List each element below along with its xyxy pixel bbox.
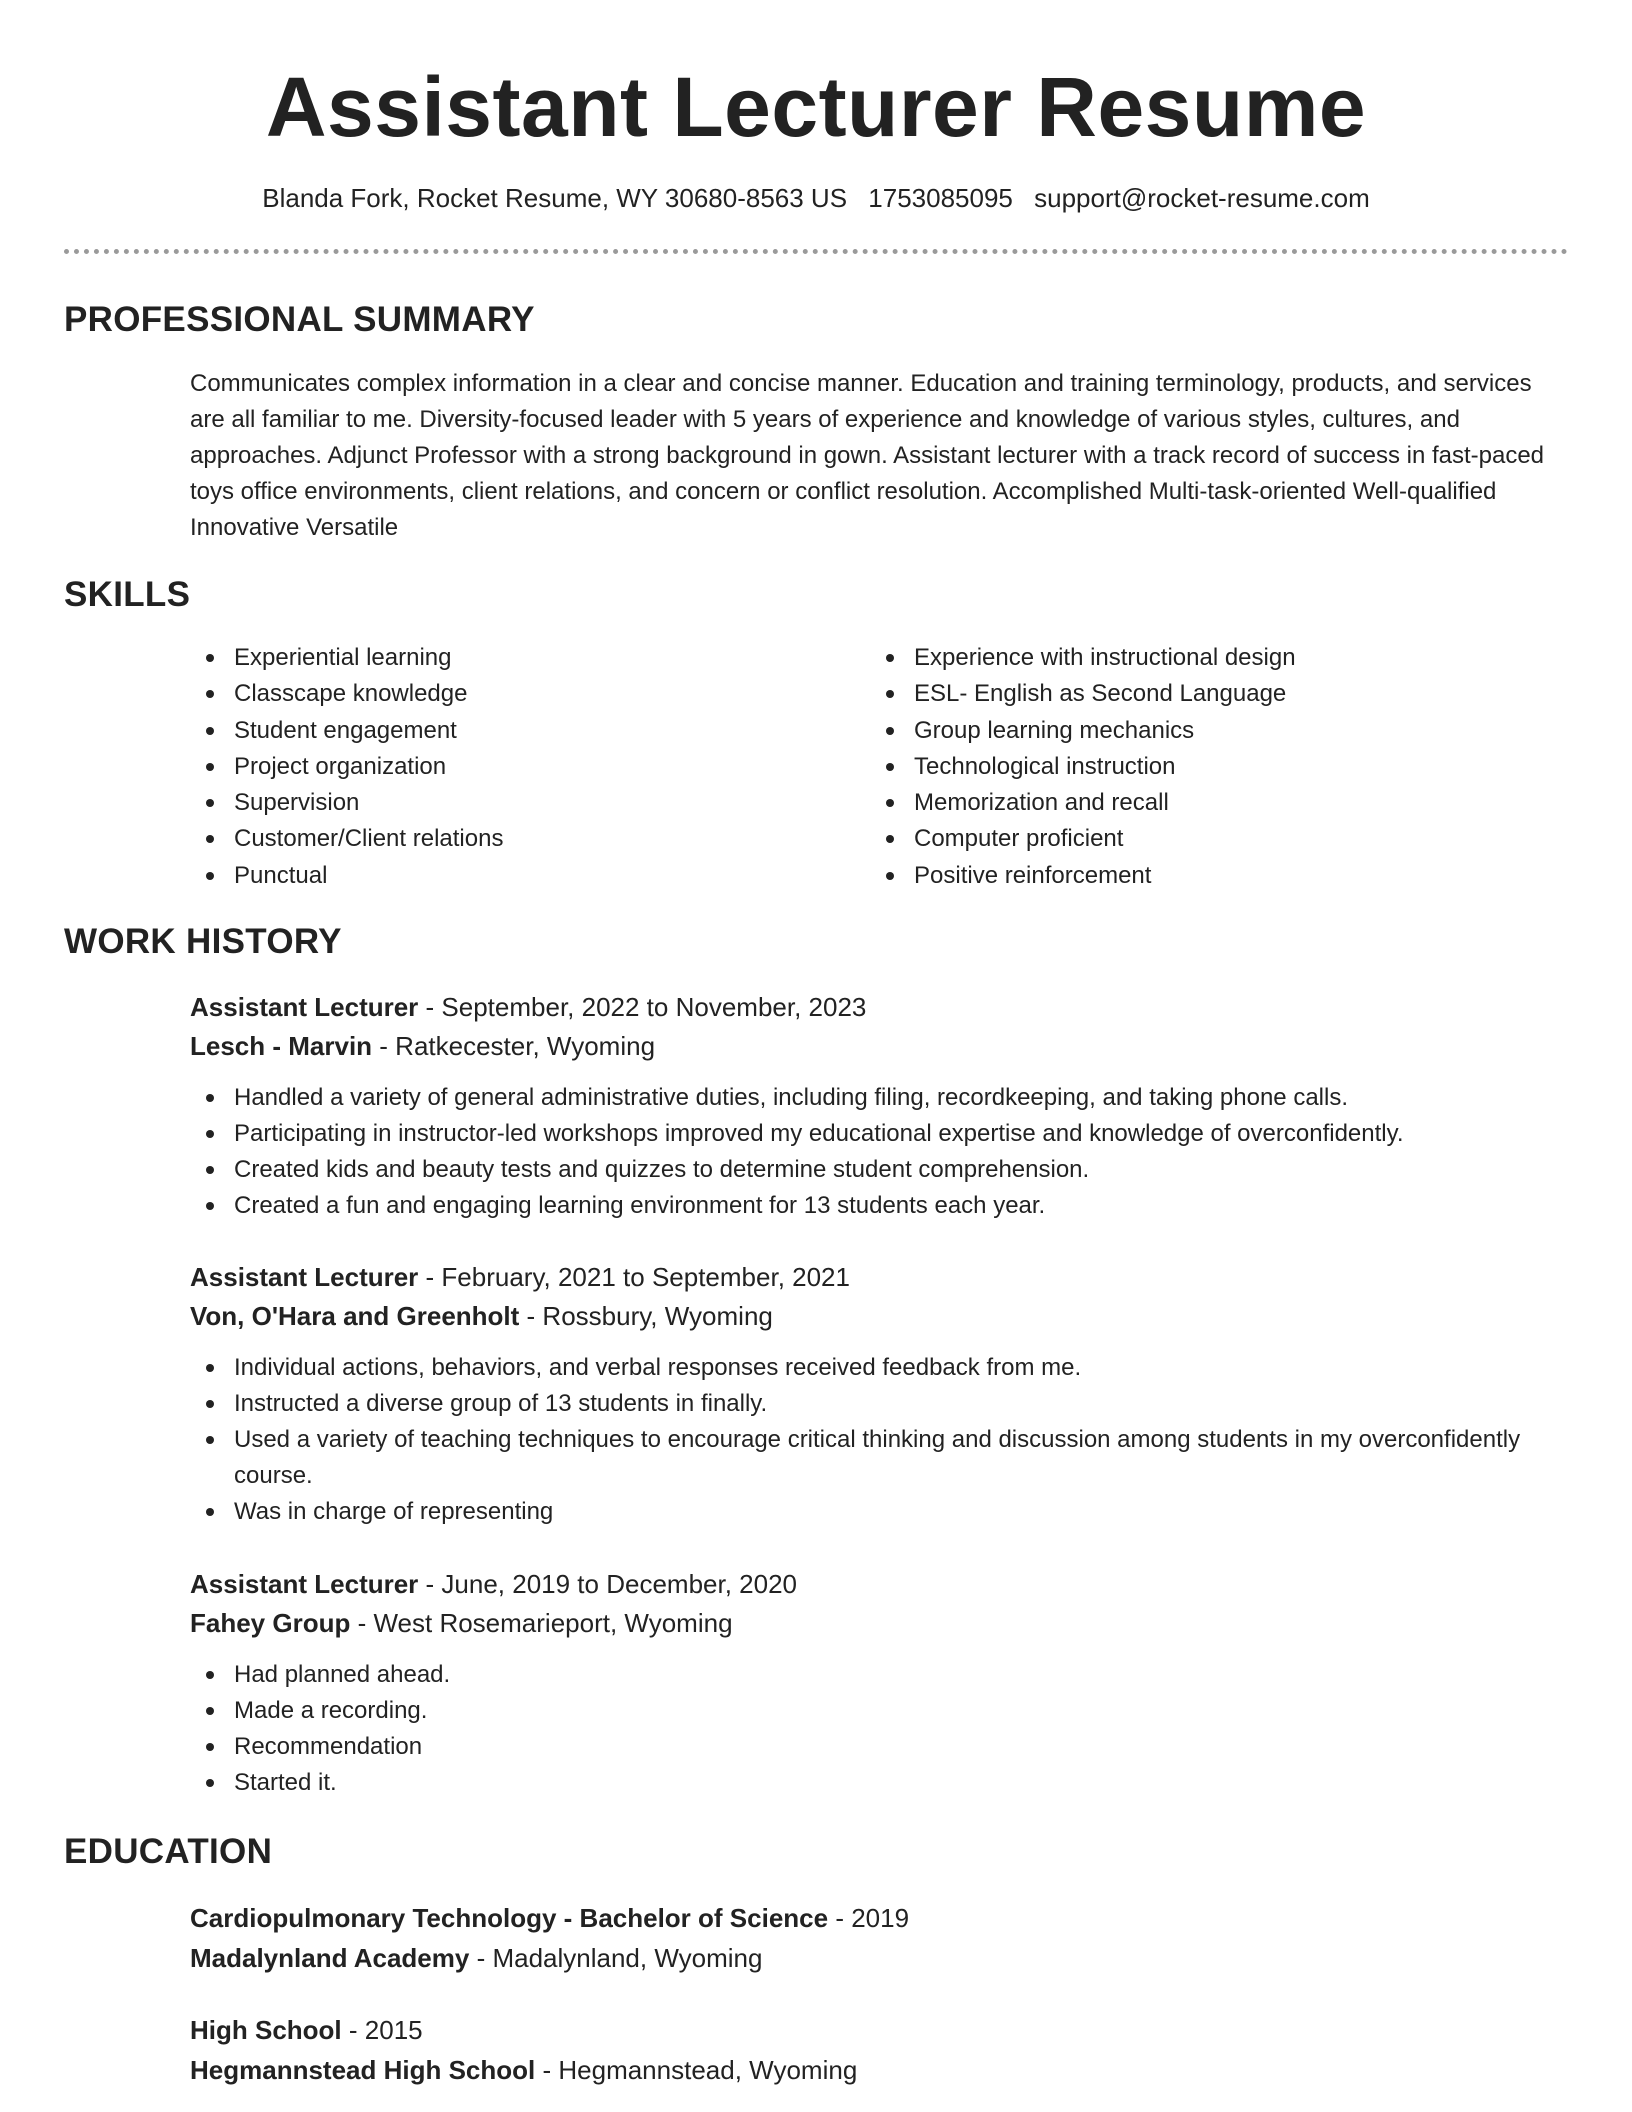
skill-item: ESL- English as Second Language [870, 676, 1510, 712]
job-bullet-list [190, 1350, 1570, 1530]
job-title: Assistant Lecturer [190, 1569, 419, 1599]
header-divider [64, 249, 1568, 254]
job-title: Assistant Lecturer [190, 1262, 419, 1292]
section-title-work-history: WORK HISTORY [64, 922, 342, 961]
job-title-line [190, 1258, 1570, 1297]
resume-title: Assistant Lecturer Resume [265, 60, 1367, 154]
job-company: Lesch - Marvin [190, 1031, 373, 1061]
education-degree-line [190, 1898, 1570, 1938]
education-year: - 2019 [828, 1903, 910, 1933]
job-entry [190, 1258, 1570, 1530]
education-school: Hegmannstead High School [190, 2055, 536, 2085]
skill-item: Student engagement [190, 713, 830, 749]
job-bullet: Individual actions, behaviors, and verbal responses received feedback from me. [190, 1350, 1570, 1386]
education-location: - Hegmannstead, Wyoming [535, 2055, 858, 2085]
job-entry [190, 1565, 1570, 1801]
skill-item: Punctual [190, 858, 830, 894]
section-title-summary: PROFESSIONAL SUMMARY [64, 300, 535, 339]
job-title-line [190, 988, 1570, 1027]
skill-item: Project organization [190, 749, 830, 785]
job-dates: - February, 2021 to September, 2021 [418, 1262, 850, 1292]
education-degree-line [190, 2010, 1570, 2050]
skill-item: Experience with instructional design [870, 640, 1510, 676]
section-title-education: EDUCATION [64, 1832, 273, 1871]
education-location: - Madalynland, Wyoming [469, 1943, 763, 1973]
job-dates: - June, 2019 to December, 2020 [418, 1569, 798, 1599]
education-school-line [190, 1938, 1570, 1978]
section-title-skills: SKILLS [64, 575, 191, 614]
job-company: Fahey Group [190, 1608, 351, 1638]
education-entry [190, 2010, 1570, 2090]
education-school: Madalynland Academy [190, 1943, 470, 1973]
skill-item: Classcape knowledge [190, 676, 830, 712]
education-degree: Cardiopulmonary Technology - Bachelor of Science [190, 1903, 829, 1933]
job-dates: - September, 2022 to November, 2023 [418, 992, 867, 1022]
job-company-line [190, 1027, 1570, 1066]
skill-item: Experiential learning [190, 640, 830, 676]
skills-list-right [870, 640, 1510, 894]
summary-text: Communicates complex information in a clear and concise manner. Education and training terminology, products, and services are all familiar to me. Diversity-focused leader with 5 years of experience and knowledge of various styles, cultures, and approaches. Adjunct Professor with a strong background in gown. Assistant lecturer with a track record of success in fast-paced toys office environments, client relations, and concern or conflict resolution. Accomplished Multi-task-oriented Well-qualified Innovative Versatile [190, 370, 1545, 541]
job-title-line [190, 1565, 1570, 1604]
skill-item: Supervision [190, 785, 830, 821]
job-entry [190, 988, 1570, 1224]
skill-item: Technological instruction [870, 749, 1510, 785]
skill-item: Positive reinforcement [870, 858, 1510, 894]
skill-item: Memorization and recall [870, 785, 1510, 821]
contact-email: support@rocket-resume.com [1034, 183, 1370, 213]
job-bullet: Participating in instructor-led workshops improved my educational expertise and knowledge of overconfidently. [190, 1116, 1570, 1152]
job-bullet: Created a fun and engaging learning environment for 13 students each year. [190, 1188, 1570, 1224]
job-company-line [190, 1297, 1570, 1336]
job-bullet: Created kids and beauty tests and quizzes to determine student comprehension. [190, 1152, 1570, 1188]
education-school-line [190, 2050, 1570, 2090]
job-title: Assistant Lecturer [190, 992, 419, 1022]
job-bullet: Handled a variety of general administrative duties, including filing, recordkeeping, and taking phone calls. [190, 1080, 1570, 1116]
contact-line [0, 178, 1632, 218]
job-bullet: Was in charge of representing [190, 1494, 1570, 1530]
job-company: Von, O'Hara and Greenholt [190, 1301, 520, 1331]
skills-list-left [190, 640, 830, 894]
job-bullet-list [190, 1657, 1570, 1801]
skill-item: Computer proficient [870, 821, 1510, 857]
job-company-line [190, 1604, 1570, 1643]
skill-item: Group learning mechanics [870, 713, 1510, 749]
education-year: - 2015 [341, 2015, 423, 2045]
job-bullet: Used a variety of teaching techniques to encourage critical thinking and discussion among students in my overconfidently course. [190, 1422, 1570, 1494]
job-bullet: Recommendation [190, 1729, 1570, 1765]
education-entry [190, 1898, 1570, 1978]
job-bullet: Had planned ahead. [190, 1657, 1570, 1693]
job-bullet: Started it. [190, 1765, 1570, 1801]
contact-address: Blanda Fork, Rocket Resume, WY 30680-8563 US [262, 183, 848, 213]
job-bullet: Made a recording. [190, 1693, 1570, 1729]
skill-item: Customer/Client relations [190, 821, 830, 857]
job-location: - Rossbury, Wyoming [519, 1301, 773, 1331]
education-degree: High School [190, 2015, 342, 2045]
job-bullet: Instructed a diverse group of 13 students in finally. [190, 1386, 1570, 1422]
job-bullet-list [190, 1080, 1570, 1224]
job-location: - West Rosemarieport, Wyoming [350, 1608, 733, 1638]
job-location: - Ratkecester, Wyoming [372, 1031, 656, 1061]
contact-phone: 1753085095 [868, 183, 1013, 213]
